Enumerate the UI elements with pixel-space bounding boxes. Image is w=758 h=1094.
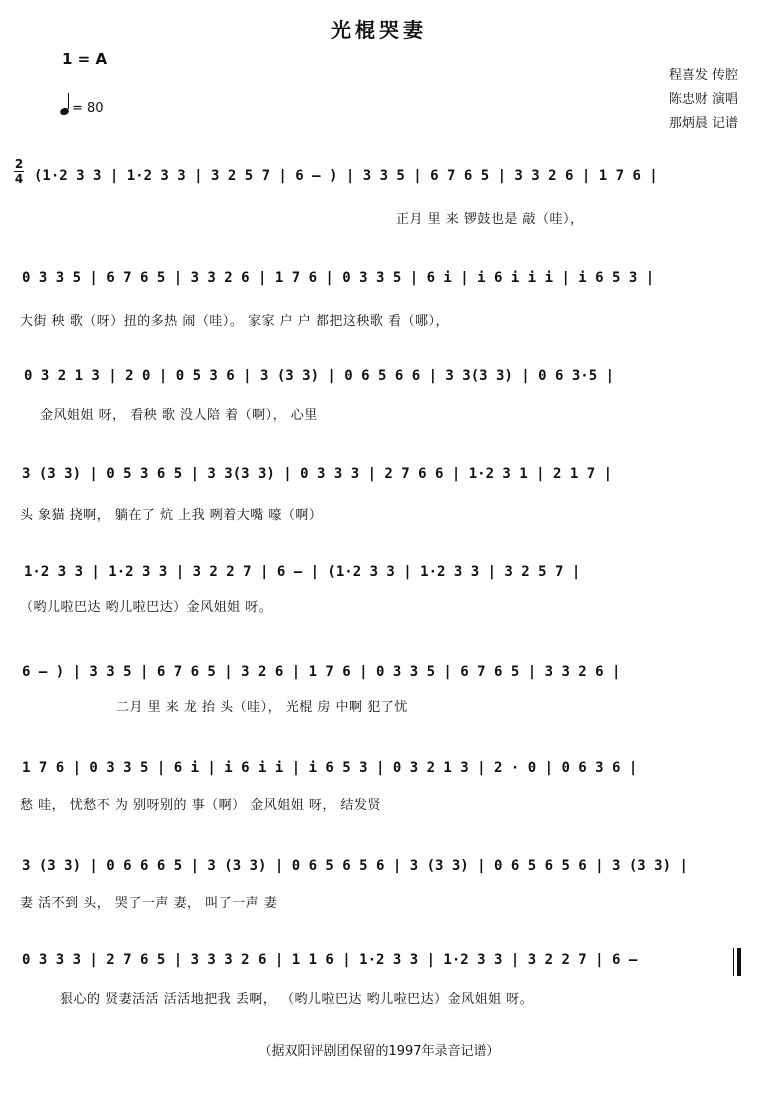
note-stem bbox=[68, 93, 69, 109]
time-signature bbox=[14, 158, 24, 185]
notation-line: 1 7 6 | 0 3 3 5 | 6 i | i 6 i i | i 6 5 3 | 0 3 2 1 3 | 2 · 0 | 0 6 3 6 | bbox=[22, 760, 638, 776]
score-system-6 bbox=[0, 652, 758, 752]
source-footnote: （据双阳评剧团保留的1997年录音记谱） bbox=[258, 1044, 500, 1059]
credits-block bbox=[669, 64, 738, 136]
final-barline bbox=[737, 948, 741, 976]
score-system-1 bbox=[0, 152, 758, 252]
lyric-line: （哟儿啦巴达 哟儿啦巴达）金风姐姐 呀。 bbox=[20, 600, 273, 615]
lyric-line: 大街 秧 歌（呀）扭的多热 闹（哇）。 家家 户 户 都把这秧歌 看（哪）， bbox=[20, 314, 450, 329]
notation-line: (1·2 3 3 | 1·2 3 3 | 3 2 5 7 | 6 – ) | 3 3 5 | 6 7 6 5 | 3 3 2 6 | 1 7 6 | bbox=[34, 168, 658, 184]
lyric-line: 狠心的 贤妻活活 活活地把我 丢啊， （哟儿啦巴达 哟儿啦巴达）金风姐姐 呀。 bbox=[60, 992, 534, 1007]
credit-line-singer: 陈忠财 演唱 bbox=[668, 92, 738, 107]
tempo-marking bbox=[60, 96, 104, 116]
lyric-line: 二月 里 来 龙 抬 头（哇）， 光棍 房 中啊 犯了忧 bbox=[116, 700, 408, 715]
notation-line: 0 3 3 5 | 6 7 6 5 | 3 3 2 6 | 1 7 6 | 0 3 3 5 | 6 i | i 6 i i i | i 6 5 3 | bbox=[22, 270, 655, 286]
notation-line: 0 3 2 1 3 | 2 0 | 0 5 3 6 | 3 (3 3) | 0 6 5 6 6 | 3 3(3 3) | 0 6 3·5 | bbox=[24, 368, 615, 384]
score-system-2 bbox=[0, 256, 758, 356]
key-signature: 1 = A bbox=[62, 50, 108, 68]
notation-line: 0 3 3 3 | 2 7 6 5 | 3 3 3 2 6 | 1 1 6 | 1·2 3 3 | 1·2 3 3 | 3 2 2 7 | 6 – bbox=[22, 952, 638, 968]
lyric-line: 妻 活不到 头， 哭了一声 妻， 叫了一声 妻 bbox=[20, 896, 278, 911]
score-system-4 bbox=[0, 452, 758, 552]
notation-line: 1·2 3 3 | 1·2 3 3 | 3 2 2 7 | 6 – | (1·2 3 3 | 1·2 3 3 | 3 2 5 7 | bbox=[24, 564, 581, 580]
notation-line: 6 – ) | 3 3 5 | 6 7 6 5 | 3 2 6 | 1 7 6 | 0 3 3 5 | 6 7 6 5 | 3 3 2 6 | bbox=[22, 664, 621, 680]
lyric-line: 愁 哇， 忧愁不 为 别呀别的 事（啊） 金风姐姐 呀， 结发贤 bbox=[20, 798, 382, 813]
credit-line-arranger: 程喜发 传腔 bbox=[668, 68, 738, 83]
score-title: 光棍哭妻 bbox=[331, 18, 427, 42]
lyric-line: 金风姐姐 呀， 看秧 歌 没人陪 着（啊）， 心里 bbox=[40, 408, 318, 423]
score-system-9 bbox=[0, 946, 758, 1046]
credit-line-transcriber: 那炳晨 记谱 bbox=[668, 116, 738, 131]
notation-line: 3 (3 3) | 0 6 6 6 5 | 3 (3 3) | 0 6 5 6 5 6 | 3 (3 3) | 0 6 5 6 5 6 | 3 (3 3) | bbox=[22, 858, 688, 874]
time-signature-bottom: 4 bbox=[14, 172, 24, 186]
lyric-line: 头 象猫 挠啊， 躺在了 炕 上我 咧着大嘴 嚎（啊） bbox=[20, 508, 323, 523]
score-system-3 bbox=[0, 352, 758, 452]
score-system-5 bbox=[0, 550, 758, 650]
tempo-value: = 80 bbox=[72, 101, 104, 116]
score-system-8 bbox=[0, 850, 758, 950]
barline bbox=[733, 948, 734, 976]
time-signature-top: 2 bbox=[14, 157, 24, 171]
lyric-line: 正月 里 来 锣鼓也是 敲（哇）， bbox=[396, 212, 584, 227]
notation-line: 3 (3 3) | 0 5 3 6 5 | 3 3(3 3) | 0 3 3 3 | 2 7 6 6 | 1·2 3 1 | 2 1 7 | bbox=[22, 466, 613, 482]
score-system-7 bbox=[0, 748, 758, 848]
